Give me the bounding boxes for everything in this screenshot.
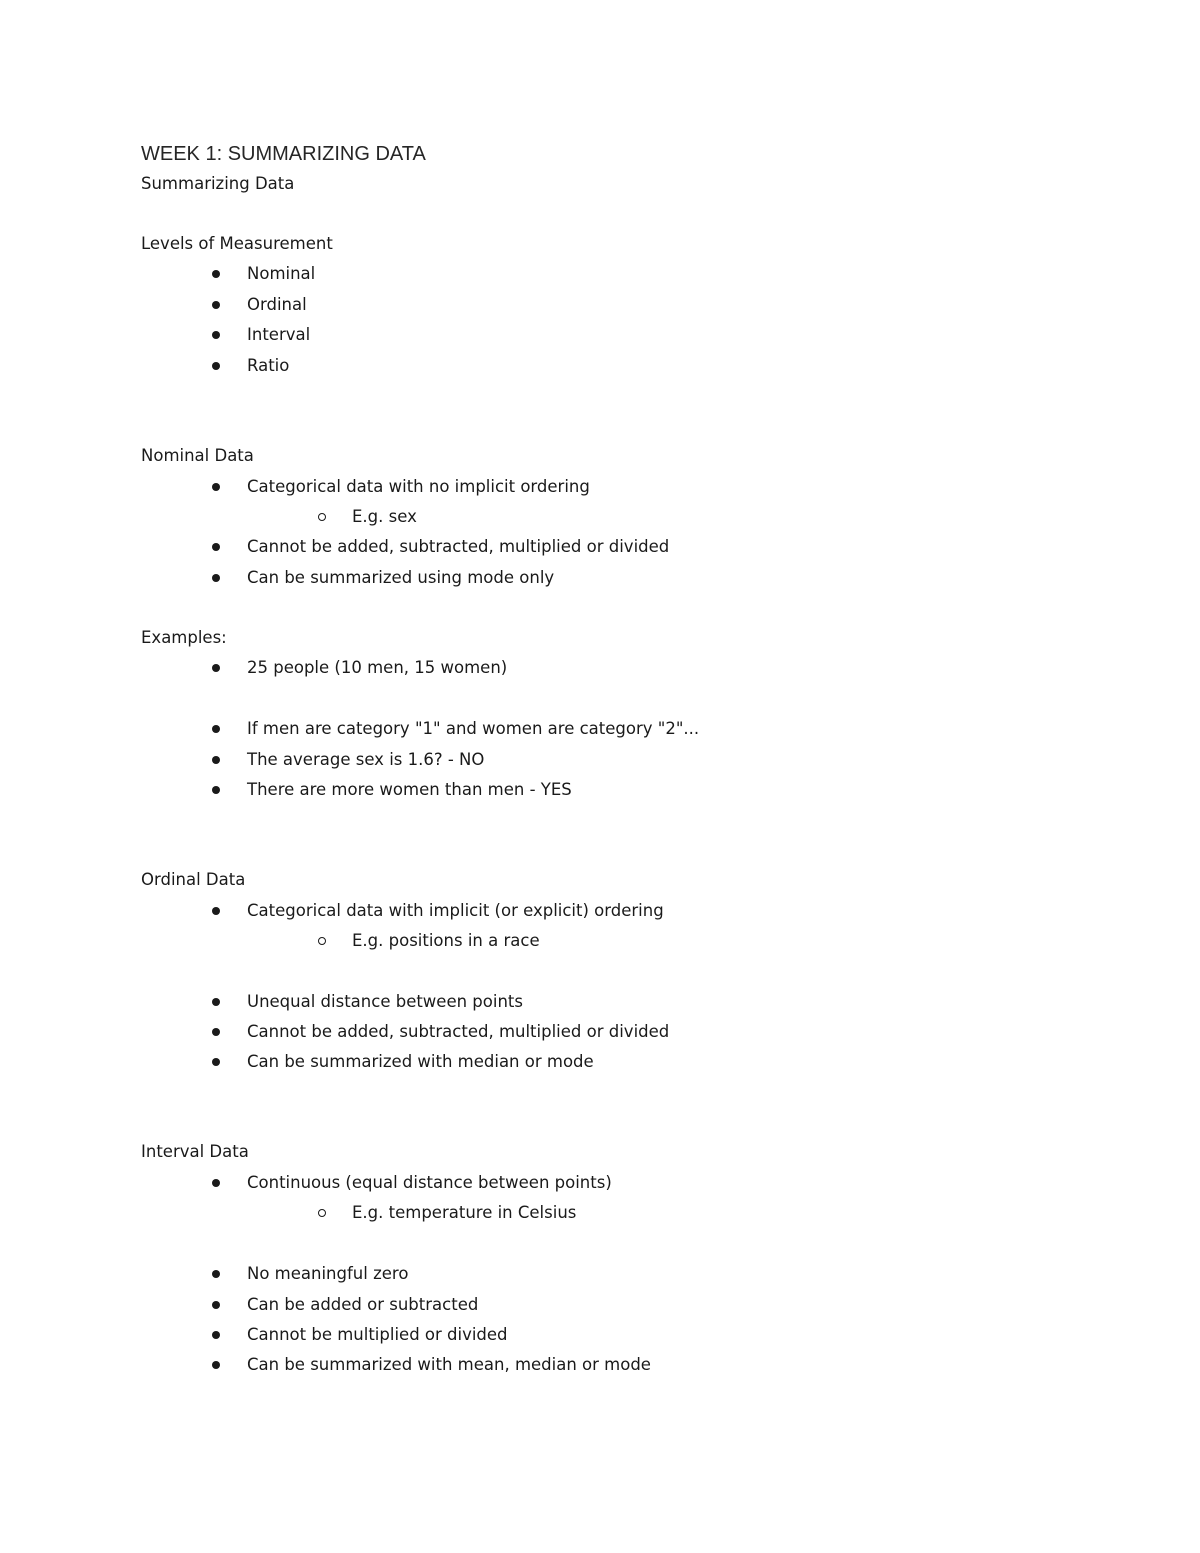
bullet-icon [212,1028,220,1036]
ordinal-heading: Ordinal Data [141,870,246,889]
bullet-icon [212,483,220,491]
bullet-icon [212,907,220,915]
bullet-icon [212,543,220,551]
sub-list-item: E.g. positions in a race [352,931,540,950]
sub-list-item: E.g. sex [352,507,417,526]
bullet-icon [212,331,220,339]
bullet-icon [212,301,220,309]
list-item: If men are category "1" and women are category "2"... [247,719,700,738]
list-item: 25 people (10 men, 15 women) [247,658,508,677]
bullet-icon [212,574,220,582]
bullet-icon [212,1331,220,1339]
bullet-icon [212,1301,220,1309]
list-item: Continuous (equal distance between points) [247,1173,612,1192]
nominal-heading: Nominal Data [141,446,254,465]
bullet-icon [212,362,220,370]
list-item: Ordinal [247,295,307,314]
list-item: Cannot be multiplied or divided [247,1325,508,1344]
examples-heading: Examples: [141,628,227,647]
list-item: Can be summarized with median or mode [247,1052,594,1071]
bullet-icon [212,1058,220,1066]
list-item: Can be summarized with mean, median or mode [247,1355,651,1374]
bullet-icon [212,756,220,764]
hollow-bullet-icon [318,937,326,945]
bullet-icon [212,1270,220,1278]
list-item: Nominal [247,264,316,283]
list-item: Unequal distance between points [247,992,523,1011]
bullet-icon [212,664,220,672]
list-item: There are more women than men - YES [247,780,572,799]
list-item: Categorical data with implicit (or explicit) ordering [247,901,664,920]
list-item: Cannot be added, subtracted, multiplied or divided [247,537,670,556]
list-item: Categorical data with no implicit ordering [247,477,590,496]
sub-list-item: E.g. temperature in Celsius [352,1203,577,1222]
bullet-icon [212,998,220,1006]
document-title: WEEK 1: SUMMARIZING DATA [141,143,426,165]
bullet-icon [212,270,220,278]
list-item: Interval [247,325,311,344]
list-item: Can be added or subtracted [247,1295,479,1314]
bullet-icon [212,725,220,733]
list-item: The average sex is 1.6? - NO [247,750,485,769]
list-item: No meaningful zero [247,1264,409,1283]
hollow-bullet-icon [318,1209,326,1217]
list-item: Can be summarized using mode only [247,568,555,587]
levels-heading: Levels of Measurement [141,234,333,253]
bullet-icon [212,1179,220,1187]
hollow-bullet-icon [318,513,326,521]
list-item: Ratio [247,356,290,375]
bullet-icon [212,1361,220,1369]
list-item: Cannot be added, subtracted, multiplied or divided [247,1022,670,1041]
bullet-icon [212,786,220,794]
document-subtitle: Summarizing Data [141,174,295,193]
interval-heading: Interval Data [141,1142,249,1161]
